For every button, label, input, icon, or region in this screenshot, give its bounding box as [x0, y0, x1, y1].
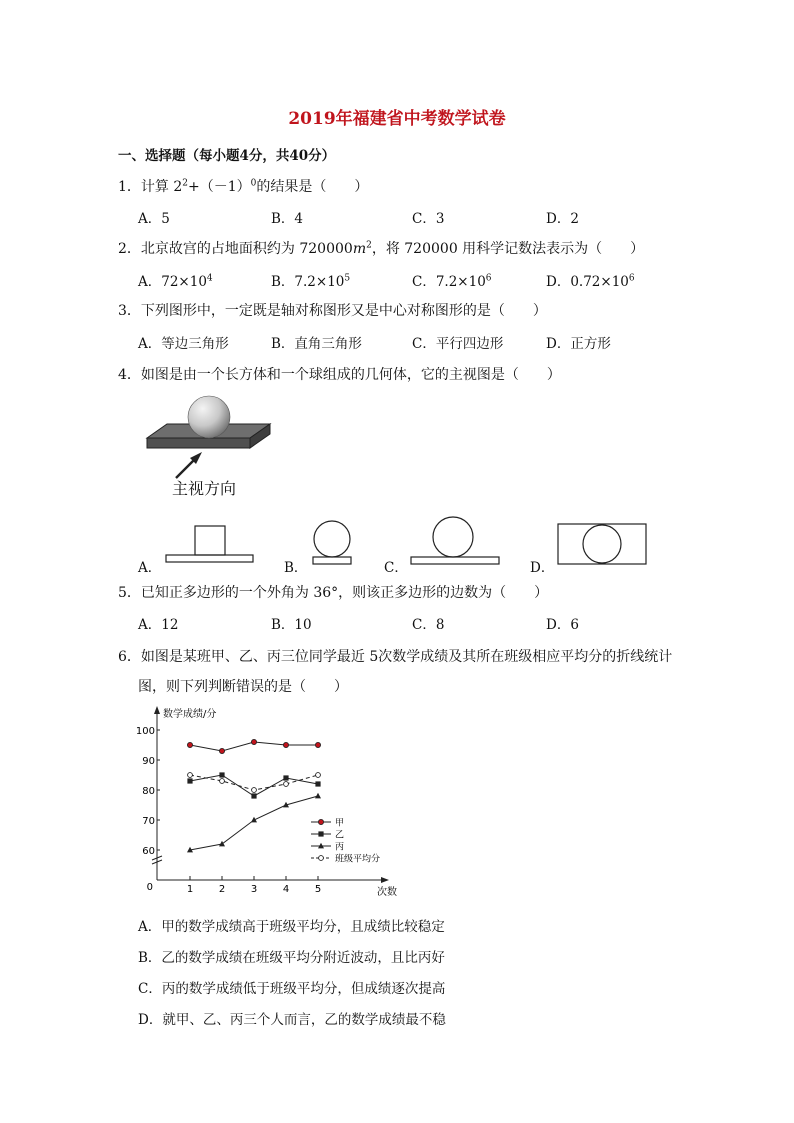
q4-option-d-figure	[552, 520, 652, 570]
question-1	[118, 176, 368, 196]
x-tick-label: 5	[314, 884, 322, 895]
q1-text-mid: +（－1）	[188, 179, 251, 195]
q4-option-b-label: B．	[284, 560, 308, 576]
q1-option-b: B．4	[271, 211, 304, 227]
data-point	[219, 841, 225, 847]
sphere	[188, 396, 230, 438]
data-point	[220, 779, 225, 784]
q4-option-c-figure	[405, 514, 505, 570]
data-point	[315, 781, 320, 786]
q5-option-c: C．8	[412, 617, 445, 633]
question-6-line-1: 6．如图是某班甲、乙、丙三位同学最近 5次数学成绩及其所在班级相应平均分的折线统计	[118, 649, 673, 665]
data-point	[219, 772, 224, 777]
q2-option-a-exp: 4	[206, 273, 213, 284]
legend	[311, 818, 380, 865]
y-tick-label: 60	[142, 846, 155, 857]
x-tick-label: 4	[282, 884, 290, 895]
data-point	[251, 739, 256, 744]
page-title: 2019年福建省中考数学试卷	[288, 109, 506, 129]
data-point	[315, 793, 321, 799]
y-axis-arrow	[154, 706, 160, 714]
q5-option-d: D．6	[546, 617, 579, 633]
origin-label: 0	[146, 882, 153, 893]
q3-option-a: A．等边三角形	[138, 336, 229, 352]
q2-text-pre: 2．北京故宫的占地面积约为 720000	[118, 241, 353, 257]
q4-option-c-label: C．	[384, 560, 408, 576]
series-4	[188, 773, 321, 793]
q6-option-a: A．甲的数学成绩高于班级平均分，且成绩比较稳定	[138, 919, 445, 935]
q2-option-d-base: D．0.72×10	[546, 274, 629, 290]
q4-figure-label: 主视方向	[172, 479, 237, 498]
x-tick-label: 3	[250, 884, 258, 895]
q6-line-chart	[135, 700, 415, 900]
legend-label: 甲	[335, 818, 345, 829]
data-point	[251, 793, 256, 798]
data-point	[283, 775, 288, 780]
data-point	[187, 742, 192, 747]
series-2	[187, 772, 320, 798]
q2-option-c-base: C．7.2×10	[412, 274, 486, 290]
q2-unit-sup: 2	[366, 240, 372, 251]
y-ticks	[136, 726, 160, 857]
y-tick-label: 90	[142, 756, 155, 767]
x-axis-title: 次数	[377, 887, 397, 898]
q1-option-c: C．3	[412, 211, 445, 227]
q3-option-d: D．正方形	[546, 336, 611, 352]
data-point	[252, 788, 257, 793]
q2-option-b-base: B．7.2×10	[271, 274, 345, 290]
legend-marker	[318, 831, 323, 836]
q6-option-b: B．乙的数学成绩在班级平均分附近波动，且比丙好	[138, 950, 445, 966]
data-point	[315, 742, 320, 747]
q2-text-post: ，将 720000 用科学记数法表示为（ ）	[371, 241, 645, 257]
data-point	[219, 748, 224, 753]
q5-option-a: A．12	[138, 617, 179, 633]
q4-option-b-figure	[305, 514, 365, 570]
x-ticks	[187, 876, 321, 895]
y-tick-label: 80	[142, 786, 155, 797]
legend-marker	[319, 856, 324, 861]
q1-text-pre: 1．计算 2	[118, 179, 183, 195]
box-front-face	[147, 438, 250, 448]
q2-option-c-exp: 6	[485, 273, 492, 284]
q2-option-a	[138, 270, 213, 290]
q1-option-d: D．2	[546, 211, 579, 227]
q4-option-a-figure	[160, 520, 260, 570]
data-point	[316, 773, 321, 778]
q6-option-c: C．丙的数学成绩低于班级平均分，但成绩逐次提高	[138, 981, 446, 997]
q2-option-b-exp: 5	[344, 273, 351, 284]
legend-marker	[318, 819, 323, 824]
q2-option-d-exp: 6	[628, 273, 635, 284]
question-3: 3．下列图形中，一定既是轴对称图形又是中心对称图形的是（ ）	[118, 303, 547, 319]
q5-option-b: B．10	[271, 617, 312, 633]
data-point	[284, 782, 289, 787]
data-point	[188, 773, 193, 778]
q4-option-d-label: D．	[530, 560, 555, 576]
series-1	[187, 739, 320, 753]
q1-sup2: 0	[250, 178, 257, 189]
x-tick-label: 1	[186, 884, 194, 895]
y-tick-label: 100	[135, 726, 155, 737]
q6-option-d: D．就甲、乙、丙三个人而言，乙的数学成绩最不稳	[138, 1012, 446, 1028]
x-axis-arrow	[381, 877, 389, 883]
question-5: 5．已知正多边形的一个外角为 36°，则该正多边形的边数为（ ）	[118, 585, 549, 601]
y-axis-title: 数学成绩/分	[163, 709, 217, 720]
q2-option-b	[271, 270, 350, 290]
series-group	[187, 739, 321, 852]
q2-option-c	[412, 270, 492, 290]
series-line-3	[190, 796, 318, 850]
q1-text-post: 的结果是（ ）	[256, 179, 369, 195]
legend-label: 乙	[335, 830, 345, 841]
question-2	[118, 238, 644, 258]
legend-label: 丙	[335, 842, 345, 853]
question-6-line-2: 图，则下列判断错误的是（ ）	[138, 679, 348, 695]
data-point	[251, 817, 257, 823]
data-point	[283, 742, 288, 747]
series-3	[187, 793, 321, 853]
y-tick-label: 70	[142, 816, 155, 827]
q3-option-c: C．平行四边形	[412, 336, 504, 352]
q2-option-d	[546, 270, 635, 290]
section-heading: 一、选择题（每小题4分，共40分）	[118, 148, 336, 164]
q1-sup1: 2	[182, 178, 188, 189]
q2-option-a-base: A．72×10	[138, 274, 207, 290]
data-point	[187, 778, 192, 783]
q3-option-b: B．直角三角形	[271, 336, 362, 352]
legend-label: 班级平均分	[335, 854, 381, 865]
q1-option-a: A．5	[138, 211, 170, 227]
x-tick-label: 2	[218, 884, 226, 895]
q4-option-a-label: A．	[138, 560, 162, 576]
q2-unit: m	[352, 241, 367, 257]
question-4: 4．如图是由一个长方体和一个球组成的几何体，它的主视图是（ ）	[118, 367, 561, 383]
